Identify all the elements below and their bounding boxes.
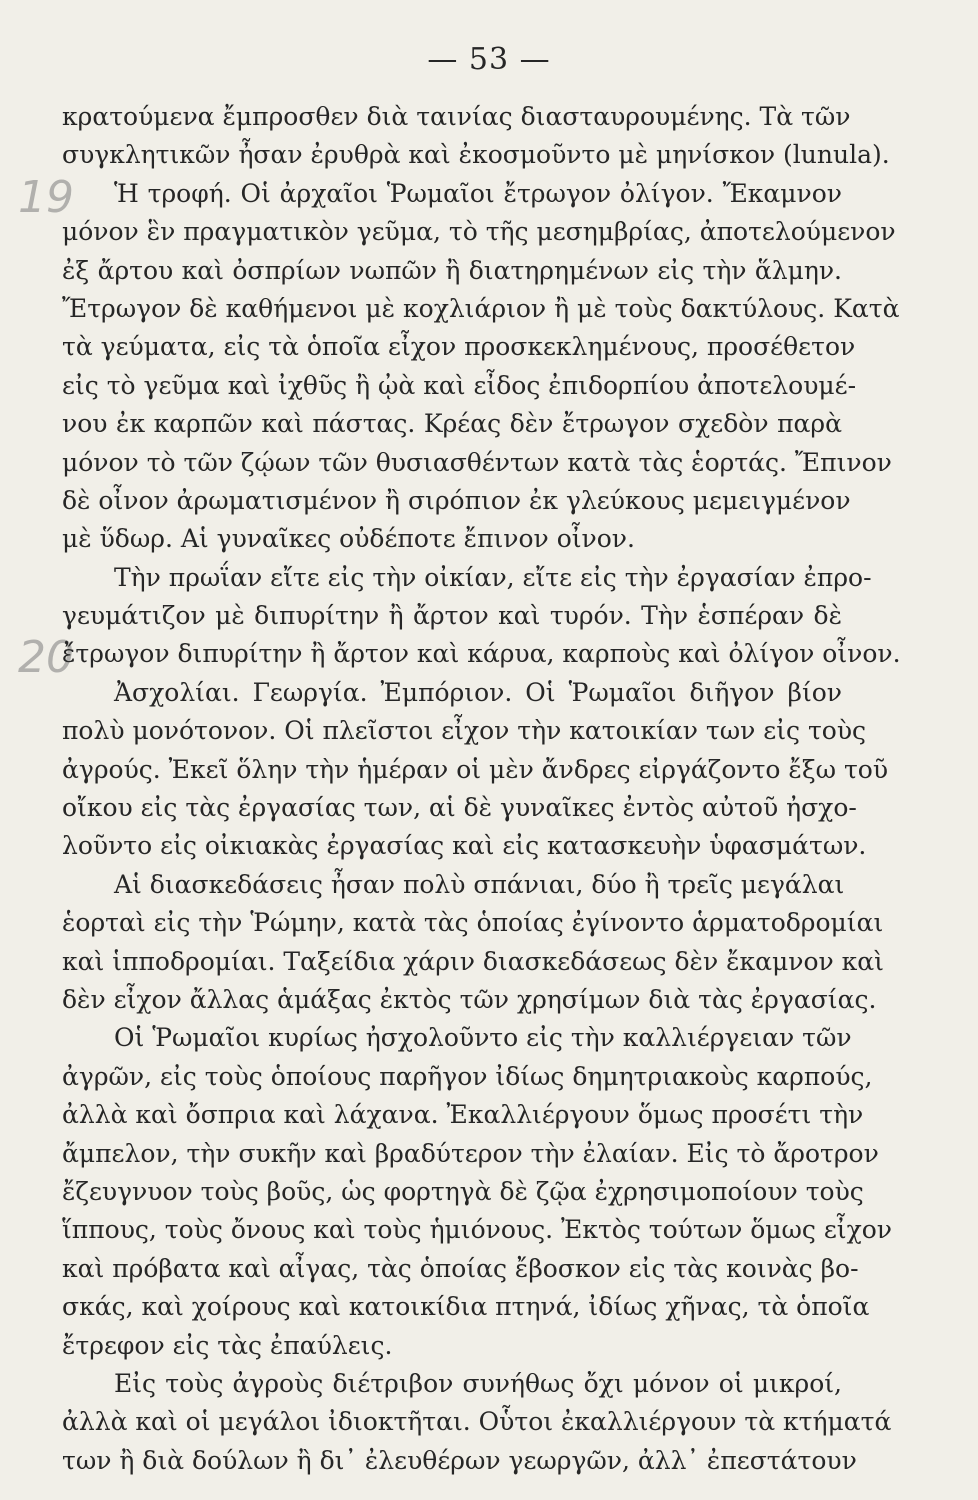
text-line: ἀλλὰ καὶ ὄσπρια καὶ λάχανα. Ἐκαλλιέργουν ὅμως προσέτι τὴν xyxy=(62,1100,864,1130)
page-number: — 53 — xyxy=(427,42,551,77)
text-line: πολὺ μονότονον. Οἱ πλεῖστοι εἶχον τὴν κατοικίαν των εἰς τοὺς xyxy=(62,716,867,746)
text-line: ἀγρούς. Ἐκεῖ ὅλην τὴν ἡμέραν οἱ μὲν ἄνδρες εἰργάζοντο ἔξω τοῦ xyxy=(62,754,889,784)
text-line: καὶ ἱπποδρομίαι. Ταξείδια χάριν διασκεδάσεως δὲν ἔκαμνον καὶ xyxy=(62,946,884,976)
text-line: λοῦντο εἰς οἰκιακὰς ἐργασίας καὶ εἰς κατασκευὴν ὑφασμάτων. xyxy=(62,831,867,861)
text-line: δὲ οἶνον ἀρωματισμένον ἢ σιρόπιον ἐκ γλεύκους μεμειγμένον xyxy=(62,485,851,515)
text-line: των ἢ διὰ δούλων ἢ δι᾿ ἐλευθέρων γεωργῶν, ἀλλ᾿ ἐπεστάτουν xyxy=(62,1445,857,1475)
text-line: σκάς, καὶ χοίρους καὶ κατοικίδια πτηνά, ἰδίως χῆνας, τὰ ὁποῖα xyxy=(62,1292,870,1322)
text-line: κρατούμενα ἔμπροσθεν διὰ ταινίας διασταυρουμένης. Τὰ τῶν xyxy=(62,102,851,131)
text-line: οἴκου εἰς τὰς ἐργασίας των, αἱ δὲ γυναῖκες ἐντὸς αὐτοῦ ἠσχο- xyxy=(62,793,857,823)
margin-note-20: 20 xyxy=(18,632,74,683)
text-line: μὲ ὕδωρ. Αἱ γυναῖκες οὐδέποτε ἔπινον οἶνον. xyxy=(62,524,635,554)
text-line: συγκλητικῶν ἦσαν ἐρυθρὰ καὶ ἐκοσμοῦντο μὲ μηνίσκον (lunula). xyxy=(62,140,890,170)
text-line: δὲν εἶχον ἄλλας ἁμάξας ἐκτὸς τῶν χρησίμων διὰ τὰς ἐργασίας. xyxy=(62,984,877,1014)
text-line: ἐξ ἄρτου καὶ ὀσπρίων νωπῶν ἢ διατηρημένων εἰς τὴν ἅλμην. xyxy=(62,255,842,285)
text-line: εἰς τὸ γεῦμα καὶ ἰχθῦς ἢ ᾠὰ καὶ εἶδος ἐπιδορπίου ἀποτελουμέ- xyxy=(62,370,857,400)
text-line: καὶ πρόβατα καὶ αἶγας, τὰς ὁποίας ἔβοσκον εἰς τὰς κοινὰς βο- xyxy=(62,1253,859,1283)
text-line: ἀλλὰ καὶ οἱ μεγάλοι ἰδιοκτῆται. Οὗτοι ἐκαλλιέργουν τὰ κτήματά xyxy=(62,1407,892,1437)
paragraph-start-line: Αἱ διασκεδάσεις ἦσαν πολὺ σπάνιαι, δύο ἢ τρεῖς μεγάλαι xyxy=(114,869,845,899)
text-line: νου ἐκ καρπῶν καὶ πάστας. Κρέας δὲν ἔτρωγον σχεδὸν παρὰ xyxy=(62,409,842,439)
paragraph-start-line: Οἱ Ῥωμαῖοι κυρίως ἠσχολοῦντο εἰς τὴν καλλιέργειαν τῶν xyxy=(114,1023,852,1053)
text-line: Ἔτρωγον δὲ καθήμενοι μὲ κοχλιάριον ἢ μὲ τοὺς δακτύλους. Κατὰ xyxy=(62,293,900,323)
text-line: τὰ γεύματα, εἰς τὰ ὁποῖα εἶχον προσκεκλημένους, προσέθετον xyxy=(62,332,856,362)
margin-note-19: 19 xyxy=(18,172,74,223)
body-text xyxy=(62,98,901,1480)
text-line: μόνον τὸ τῶν ζῴων τῶν θυσιασθέντων κατὰ τὰς ἑορτάς. Ἔπινον xyxy=(62,447,892,477)
paragraph-start-line: Εἰς τοὺς ἀγροὺς διέτριβον συνήθως ὄχι μόνον οἱ μικροί, xyxy=(114,1368,842,1398)
paragraph-start-line: Τὴν πρωΐαν εἴτε εἰς τὴν οἰκίαν, εἴτε εἰς τὴν ἐργασίαν ἐπρο- xyxy=(114,562,872,592)
text-line: ἑορταὶ εἰς τὴν Ῥώμην, κατὰ τὰς ὁποίας ἐγίνοντο ἁρματοδρομίαι xyxy=(62,908,884,938)
text-line: ἔζευγνυον τοὺς βοῦς, ὡς φορτηγὰ δὲ ζῷα ἐχρησιμοποίουν τοὺς xyxy=(62,1176,864,1206)
text-line: ἔτρωγον διπυρίτην ἢ ἄρτον καὶ κάρυα, καρποὺς καὶ ὀλίγον οἶνον. xyxy=(62,639,901,669)
text-line: ἄμπελον, τὴν συκῆν καὶ βραδύτερον τὴν ἐλαίαν. Εἰς τὸ ἄροτρον xyxy=(62,1138,879,1168)
section-heading-line: Ἡ τροφή. Οἱ ἀρχαῖοι Ῥωμαῖοι ἔτρωγον ὀλίγον. Ἔκαμνον xyxy=(114,178,842,208)
text-line: γευμάτιζον μὲ διπυρίτην ἢ ἄρτον καὶ τυρόν. Τὴν ἑσπέραν δὲ xyxy=(62,601,842,631)
section-heading-line: Ἀσχολίαι. Γεωργία. Ἐμπόριον. Οἱ Ῥωμαῖοι διῆγον βίον xyxy=(114,677,842,707)
text-line: ἀγρῶν, εἰς τοὺς ὁποίους παρῆγον ἰδίως δημητριακοὺς καρπούς, xyxy=(62,1061,873,1091)
text-line: ἔτρεφον εἰς τὰς ἐπαύλεις. xyxy=(62,1330,393,1360)
text-line: ἵππους, τοὺς ὄνους καὶ τοὺς ἡμιόνους. Ἐκτὸς τούτων ὅμως εἶχον xyxy=(62,1215,892,1245)
text-line: μόνον ἓν πραγματικὸν γεῦμα, τὸ τῆς μεσημβρίας, ἀποτελούμενον xyxy=(62,217,896,247)
